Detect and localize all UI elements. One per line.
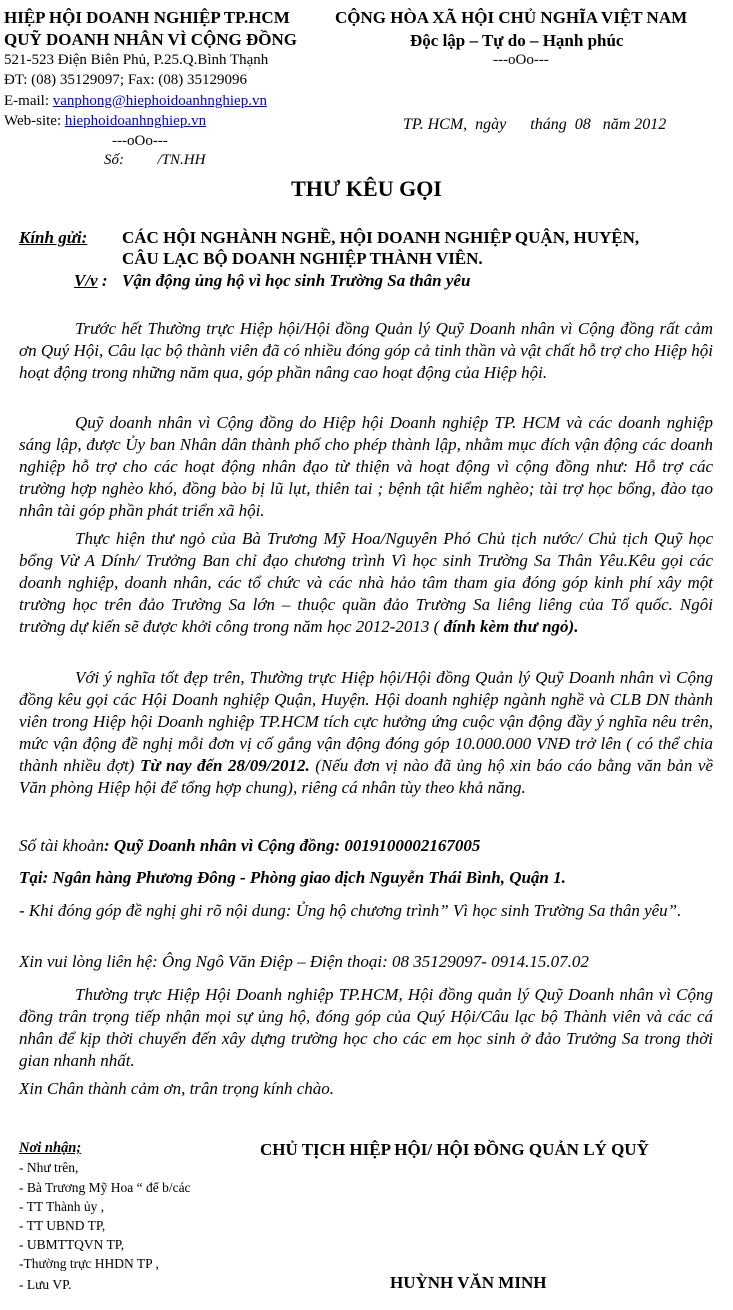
paragraph-1-text: Trước hết Thường trực Hiệp hội/Hội đồng Quản lý Quỹ Doanh nhân vì Cộng đồng rất cảm ơn Quý Hội, Câu lạc bộ thành viên đã có nhiều đóng góp cả tinh thần và vật chất hỗ trợ cho Hiệp hội hoạt động trong những năm qua, góp phần nâng cao hoạt động của Hiệp hội.: [19, 319, 713, 382]
recipients-label: Nơi nhận;: [19, 1140, 82, 1156]
doc-number-label: Số:: [104, 152, 124, 168]
signature-title: CHỦ TỊCH HIỆP HỘI/ HỘI ĐỒNG QUẢN LÝ QUỸ: [260, 1140, 649, 1159]
paragraph-2-text: Quỹ doanh nhân vì Cộng đồng do Hiệp hội Doanh nghiệp TP. HCM và các doanh nghiệp sáng lập, được Ủy ban Nhân dân thành phố cho phép thành lập, nhằm mục đích vận động các doanh nghiệp hỗ trợ cho các hoạt động nhân đạo từ thiện và hoạt động vì cộng đồng như: Hỗ trợ các trường hợp nghèo khó, đồng bào bị lũ lụt, thiên tai ; bệnh tật hiểm nghèo; tài trợ học bổng, đào tạo nhân tài góp phần phát triển xã hội.: [19, 413, 713, 520]
recipient-item: - UBMTTQVN TP,: [19, 1237, 125, 1252]
recipient-item: - Bà Trương Mỹ Hoa “ để b/các: [19, 1180, 191, 1195]
closing-line: Xin Chân thành cảm ơn, trân trọng kính chào.: [19, 1079, 335, 1098]
recipient-item: - Lưu VP.: [19, 1277, 72, 1292]
recipient-line1: CÁC HỘI NGHÀNH NGHỀ, HỘI DOANH NGHIỆP QUẬN, HUYỆN,: [122, 228, 640, 247]
org-email-line: [4, 93, 267, 110]
org-address: 521-523 Điện Biên Phủ, P.25.Q.Bình Thạnh: [4, 52, 269, 68]
account-line: [19, 836, 480, 856]
subject-line: [74, 271, 470, 291]
website-label: Web-site:: [4, 113, 65, 129]
subject-label: V/v: [74, 271, 98, 290]
signature-name: HUỲNH VĂN MINH: [390, 1273, 547, 1292]
paragraph-4-end: (Nếu đơn vị nào đã ủng hộ xin báo cáo bằng văn bản về Văn phòng Hiệp hội để tổng hợp chung), riêng cá nhân tùy theo khả năng.: [19, 756, 714, 797]
recipient-item: - TT Thành ủy ,: [19, 1199, 105, 1214]
paragraph-4-text: Với ý nghĩa tốt đẹp trên, Thường trực Hiệp hội/Hội đồng Quản lý Quỹ Doanh nhân vì Cộng đồng kêu gọi các Hội Doanh nghiệp Quận, Huyện. Hội doanh nghiệp ngành nghề và CLB DN thành viên trong Hiệp hội Doanh nghiệp TP.HCM tích cực hưởng ứng cuộc vận động đầy ý nghĩa nêu trên, mức vận động đề nghị mỗi đơn vị cố gắng vận động đóng góp 10.000.000 VNĐ trở lên ( có thể chia thành nhiều đợt): [19, 668, 713, 775]
document-title: THƯ KÊU GỌI: [291, 176, 442, 201]
paragraph-2: [19, 412, 713, 522]
doc-number-value: /TN.HH: [157, 152, 206, 168]
recipient-label: Kính gửi:: [19, 228, 88, 247]
document-date: TP. HCM, ngày tháng 08 năm 2012: [403, 116, 667, 133]
header-right-divider: ---oOo---: [493, 52, 549, 68]
paragraph-5: [19, 984, 713, 1072]
bank-line: Tại: Ngân hàng Phương Đông - Phòng giao dịch Nguyễn Thái Bình, Quận 1.: [19, 868, 566, 887]
website-link[interactable]: hiephoidoanhnghiep.vn: [64, 113, 207, 129]
email-link[interactable]: vanphong@hiephoidoanhnghiep.vn: [52, 93, 267, 109]
org-name-fund: QUỸ DOANH NHÂN VÌ CỘNG ĐỒNG: [4, 30, 297, 49]
doc-number: [104, 152, 205, 169]
paragraph-3-text: Thực hiện thư ngỏ của Bà Trương Mỹ Hoa/Nguyên Phó Chủ tịch nước/ Chủ tịch Quỹ học bổng Vừ A Dính/ Trưởng Ban chỉ đạo chương trình Vì học sinh Trường Sa Thân Yêu.Kêu gọi các doanh nghiệp, doanh nhân, các tổ chức và các nhà hảo tâm tham gia đóng góp kinh phí xây một trường học trên đảo Trường Sa lớn – thuộc quần đảo Trường Sa liêng liêng của Tổ quốc. Ngôi trường dự kiến sẽ được khởi công trong năm học 2012-2013 (: [19, 529, 713, 636]
org-website-line: [4, 113, 206, 130]
paragraph-4: [19, 667, 713, 799]
contact-line: Xin vui lòng liên hệ: Ông Ngô Văn Điệp – Điện thoại: 08 35129097- 0914.15.07.02: [19, 952, 589, 971]
paragraph-3: [19, 528, 713, 638]
account-label: Số tài khoản: [19, 836, 104, 855]
recipient-line2: CÂU LẠC BỘ DOANH NGHIỆP THÀNH VIÊN.: [122, 249, 483, 268]
recipient-item: -Thường trực HHDN TP ,: [19, 1256, 159, 1271]
header-left-divider: ---oOo---: [112, 133, 168, 149]
attachment-note: đính kèm thư ngỏ: [439, 617, 569, 636]
national-motto: Độc lập – Tự do – Hạnh phúc: [410, 31, 624, 50]
subject-colon: :: [97, 271, 108, 290]
nation-name: CỘNG HÒA XÃ HỘI CHỦ NGHĨA VIỆT NAM: [335, 8, 688, 27]
account-value: : Quỹ Doanh nhân vì Cộng đồng: 0019100002167005: [104, 836, 481, 855]
org-name-association: HIỆP HỘI DOANH NGHIỆP TP.HCM: [4, 8, 290, 27]
recipient-item: - Như trên,: [19, 1160, 79, 1175]
recipient-item: - TT UBND TP,: [19, 1218, 106, 1233]
paragraph-5-text: Thường trực Hiệp Hội Doanh nghiệp TP.HCM, Hội đồng quản lý Quỹ Doanh nhân vì Cộng đồng trân trọng tiếp nhận mọi sự ủng hộ, đóng góp của Quý Hội/Câu lạc bộ Thành viên và các cá nhân để kịp thời chuyển đến xây dựng trường học cho các em học sinh ở đảo Trưởng Sa trong thời gian nhanh nhất.: [19, 985, 713, 1070]
org-phone: ĐT: (08) 35129097; Fax: (08) 35129096: [4, 72, 247, 88]
content-note: - Khi đóng góp đề nghị ghi rõ nội dung: Ủng hộ chương trình” Vì học sinh Trường Sa thân yêu”.: [19, 901, 682, 920]
deadline: Từ nay đến 28/09/2012.: [134, 756, 310, 775]
subject-text: Vận động ủng hộ vì học sinh Trường Sa thân yêu: [122, 271, 471, 290]
paragraph-1: [19, 318, 713, 384]
email-label: E-mail:: [4, 93, 53, 109]
paragraph-3-end: ).: [568, 617, 579, 636]
